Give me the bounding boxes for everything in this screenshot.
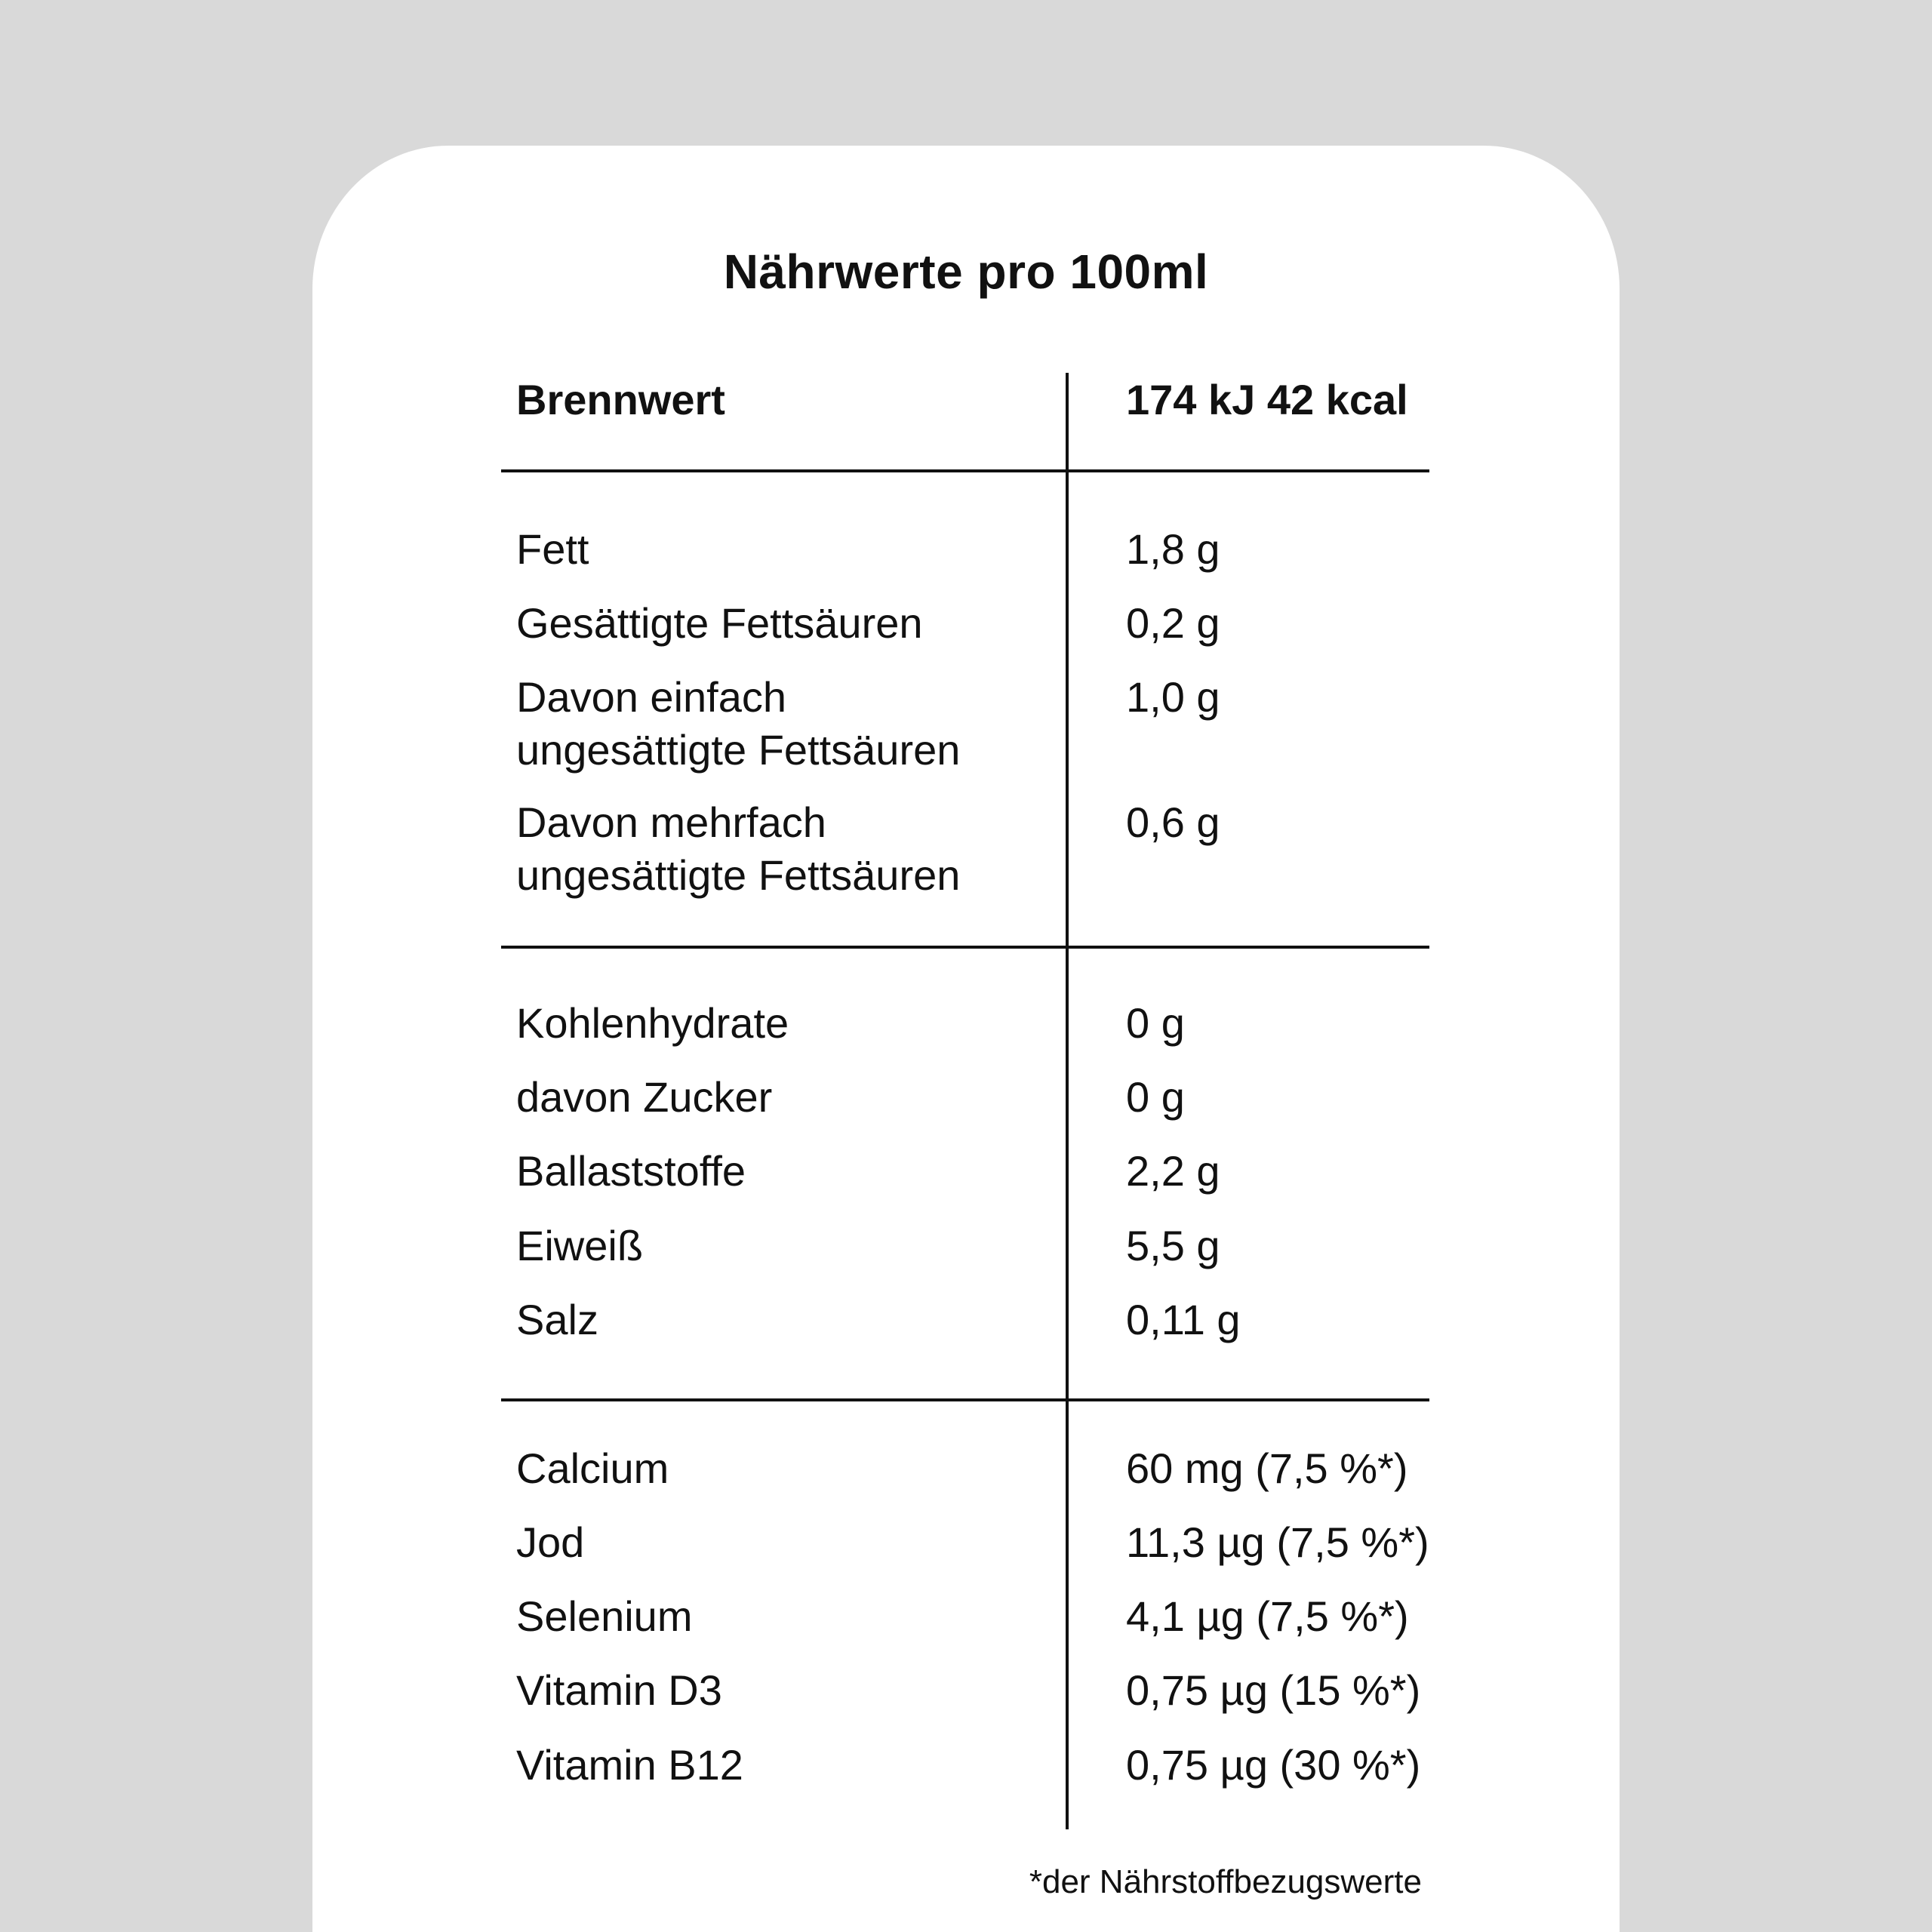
- nutrient-value: 60 mg (7,5 %*): [1126, 1444, 1408, 1492]
- column-divider: [1066, 373, 1069, 1829]
- nutrient-value: 11,3 µg (7,5 %*): [1126, 1518, 1429, 1566]
- section-divider: [501, 469, 1429, 472]
- nutrient-label: Jod: [516, 1518, 585, 1566]
- nutrient-label: Ballaststoffe: [516, 1147, 746, 1195]
- nutrient-value: 2,2 g: [1126, 1147, 1220, 1195]
- nutrient-value: 0 g: [1126, 1073, 1185, 1121]
- nutrient-label: Vitamin B12: [516, 1741, 743, 1789]
- nutrient-label: davon Zucker: [516, 1073, 773, 1121]
- nutrient-label: Eiweiß: [516, 1222, 644, 1269]
- nutrient-value: 1,8 g: [1126, 525, 1220, 573]
- footnote: *der Nährstoffbezugswerte: [1029, 1863, 1422, 1900]
- nutrient-value: 0,6 g: [1126, 798, 1220, 846]
- nutrient-label: Gesättigte Fettsäuren: [516, 599, 923, 647]
- nutrient-value: 1,0 g: [1126, 673, 1220, 721]
- nutrient-value: 5,5 g: [1126, 1222, 1220, 1269]
- nutrient-value: 0 g: [1126, 999, 1185, 1047]
- nutrient-value: 0,75 µg (15 %*): [1126, 1666, 1421, 1714]
- nutrient-label: Davon mehrfach: [516, 798, 826, 846]
- nutrient-label: Salz: [516, 1296, 598, 1343]
- nutrient-label: Kohlenhydrate: [516, 999, 789, 1047]
- nutrient-label: Vitamin D3: [516, 1666, 722, 1714]
- energy-label: Brennwert: [516, 376, 725, 423]
- nutrient-label: Selenium: [516, 1592, 693, 1640]
- section-divider: [501, 1398, 1429, 1401]
- nutrient-label: Fett: [516, 525, 589, 573]
- nutrient-value: 0,11 g: [1126, 1296, 1241, 1343]
- nutrient-value: 4,1 µg (7,5 %*): [1126, 1592, 1409, 1640]
- nutrition-card: [312, 146, 1620, 1932]
- nutrient-value: 0,75 µg (30 %*): [1126, 1741, 1421, 1789]
- nutrient-label: Davon einfach: [516, 673, 787, 721]
- nutrient-label: Calcium: [516, 1444, 669, 1492]
- nutrient-label: ungesättigte Fettsäuren: [516, 851, 961, 899]
- section-divider: [501, 946, 1429, 949]
- page-title: Nährwerte pro 100ml: [723, 245, 1209, 299]
- nutrient-label: ungesättigte Fettsäuren: [516, 726, 961, 774]
- nutrient-value: 0,2 g: [1126, 599, 1220, 647]
- energy-value: 174 kJ 42 kcal: [1126, 376, 1408, 423]
